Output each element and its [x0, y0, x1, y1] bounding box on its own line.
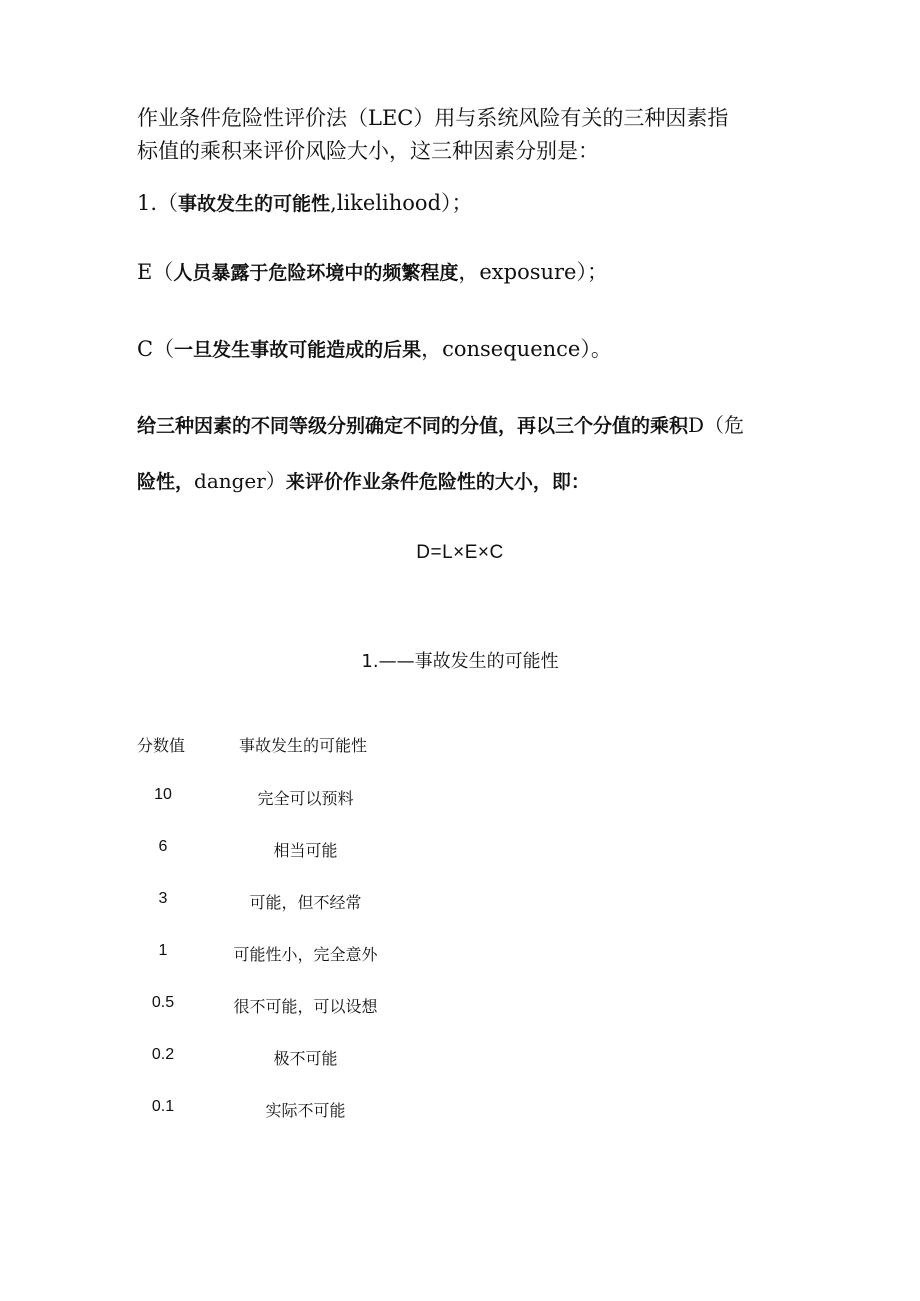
table-cell-score: 3	[158, 890, 168, 907]
scoring-text-3: 险性，	[137, 471, 195, 493]
factor-consequence-label: 一旦发生事故可能造成的后果	[174, 339, 422, 361]
table-cell-desc: 相当可能	[273, 841, 338, 860]
factor-exposure-suffix: ，exposure）；	[458, 260, 608, 284]
table-row	[137, 838, 437, 868]
section-title: 1.——事故发生的可能性	[361, 651, 559, 672]
scoring-text-5: 来评价作业条件危险性的大小，即：	[285, 471, 590, 493]
factor-likelihood-suffix: ,likelihood）；	[330, 191, 473, 215]
factor-exposure-label: 人员暴露于危险环境中的频繁程度	[173, 262, 459, 284]
table-header-score: 分数值	[137, 736, 186, 755]
risk-formula: D=L×E×C	[416, 542, 504, 563]
scoring-text-2: D（危	[688, 413, 745, 437]
factor-consequence-prefix: C（	[137, 337, 175, 361]
table-cell-desc: 完全可以预料	[257, 789, 354, 808]
table-row	[137, 994, 437, 1024]
table-cell-desc: 极不可能	[273, 1049, 338, 1068]
table-row	[137, 890, 437, 920]
factor-consequence-suffix: ，consequence）。	[421, 337, 612, 361]
table-row	[137, 942, 437, 972]
factor-likelihood-prefix: 1.（	[137, 191, 179, 215]
factor-likelihood-label: 事故发生的可能性	[178, 193, 331, 215]
factor-likelihood	[137, 187, 787, 221]
factor-consequence	[137, 333, 787, 367]
factor-exposure	[137, 256, 787, 290]
table-cell-score: 10	[154, 786, 172, 803]
table-header-row	[137, 733, 437, 763]
scoring-text-4: danger）	[194, 469, 286, 493]
factor-exposure-prefix: E（	[137, 260, 174, 284]
table-cell-desc: 可能性小，完全意外	[233, 945, 378, 964]
table-cell-score: 1	[158, 942, 168, 959]
table-header-desc: 事故发生的可能性	[239, 736, 368, 755]
intro-line-2: 标值的乘积来评价风险大小，这三种因素分别是：	[137, 139, 599, 163]
table-cell-score: 0.1	[151, 1098, 175, 1115]
table-cell-desc: 很不可能，可以设想	[233, 997, 378, 1016]
scoring-paragraph	[137, 398, 787, 510]
table-cell-score: 6	[158, 838, 168, 855]
table-row	[137, 1098, 437, 1128]
table-cell-score: 0.2	[151, 1046, 175, 1063]
table-row	[137, 786, 437, 816]
scoring-text-1: 给三种因素的不同等级分别确定不同的分值，再以三个分值的乘积	[137, 415, 689, 437]
intro-line-1: 作业条件危险性评价法（LEC）用与系统风险有关的三种因素指	[137, 106, 729, 130]
table-cell-score: 0.5	[151, 994, 175, 1011]
table-cell-desc: 可能，但不经常	[249, 893, 362, 912]
table-cell-desc: 实际不可能	[265, 1101, 346, 1120]
intro-paragraph	[137, 102, 787, 168]
table-row	[137, 1046, 437, 1076]
